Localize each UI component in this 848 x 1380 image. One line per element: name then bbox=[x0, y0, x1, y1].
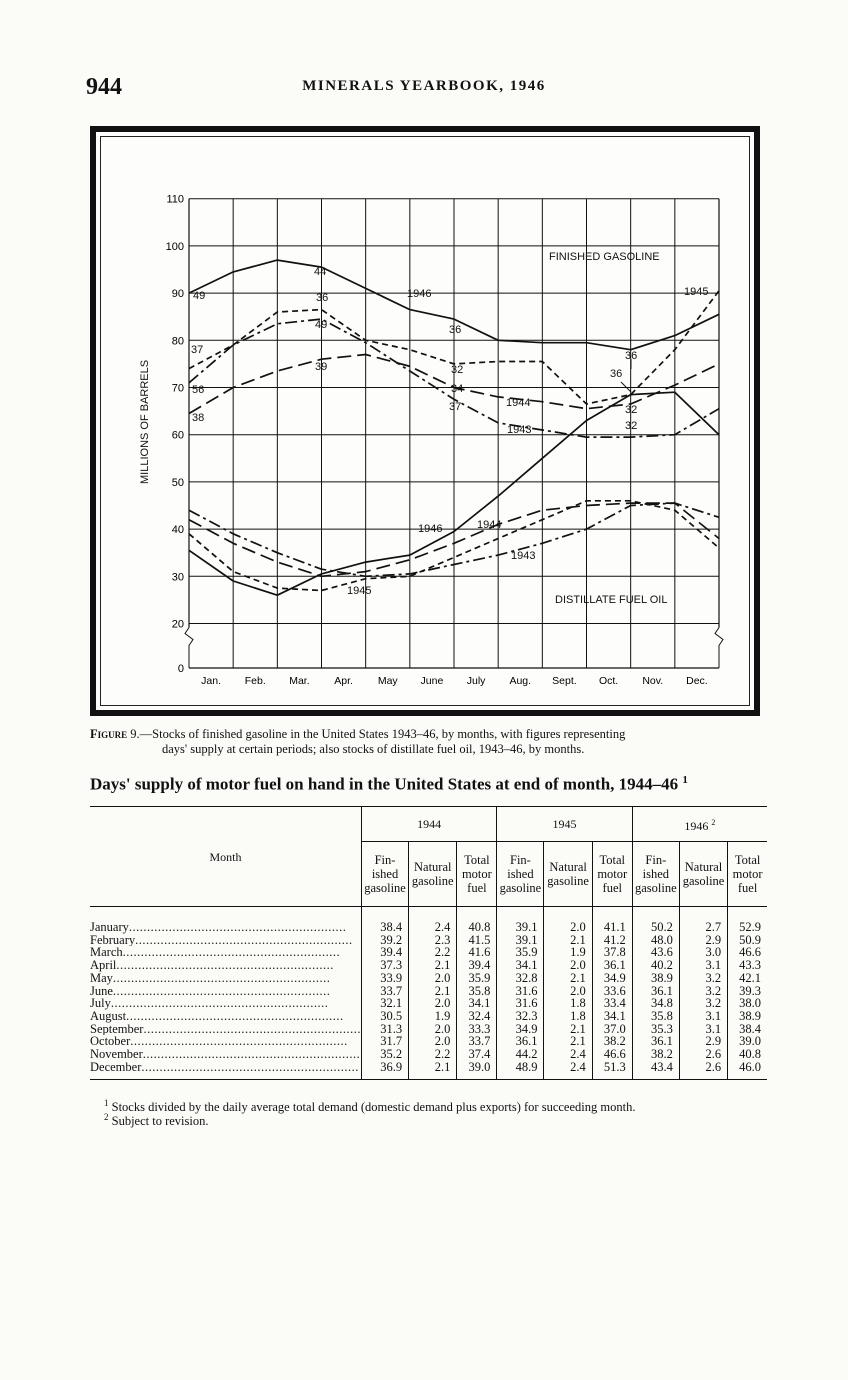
value-cell: 32.8 bbox=[497, 972, 544, 985]
y-tick-label: 90 bbox=[171, 288, 184, 301]
year-1946-note: 2 bbox=[711, 817, 716, 827]
value-cell: 34.9 bbox=[497, 1023, 544, 1036]
column-header-finished: Fin-ished gasoline bbox=[361, 842, 408, 907]
footnote-text: Subject to revision. bbox=[111, 1114, 209, 1129]
value-cell: 2.9 bbox=[679, 1035, 727, 1048]
value-cell: 40.8 bbox=[457, 907, 497, 934]
value-cell: 2.1 bbox=[409, 985, 457, 998]
value-cell: 39.4 bbox=[361, 946, 408, 959]
value-cell: 39.4 bbox=[457, 959, 497, 972]
days-label: 34 bbox=[451, 383, 464, 395]
month-cell: July bbox=[90, 997, 111, 1010]
value-cell: 35.2 bbox=[361, 1048, 408, 1061]
x-tick-label: Sept. bbox=[552, 675, 577, 687]
value-cell: 2.1 bbox=[544, 972, 592, 985]
line-chart bbox=[101, 137, 751, 707]
value-cell: 30.5 bbox=[361, 1010, 408, 1023]
x-tick-label: Oct. bbox=[598, 675, 619, 687]
running-head: MINERALS YEARBOOK, 1946 bbox=[302, 78, 546, 94]
value-cell: 39.1 bbox=[497, 934, 544, 947]
value-cell: 2.9 bbox=[679, 934, 727, 947]
month-cell: August bbox=[90, 1009, 127, 1023]
year-label-g1944: 1944 bbox=[506, 397, 531, 409]
distillate-label: DISTILLATE FUEL OIL bbox=[555, 594, 668, 606]
year-label-d1945: 1945 bbox=[347, 585, 372, 597]
month-cell: March bbox=[90, 946, 123, 960]
value-cell: 46.0 bbox=[728, 1061, 767, 1080]
value-cell: 35.8 bbox=[632, 1010, 679, 1023]
days-label: 56 bbox=[192, 384, 205, 396]
value-cell: 35.9 bbox=[457, 972, 497, 985]
value-cell: 3.2 bbox=[679, 997, 727, 1010]
x-tick-label: Dec. bbox=[686, 675, 708, 687]
value-cell: 2.0 bbox=[544, 985, 592, 998]
value-cell: 36.1 bbox=[497, 1035, 544, 1048]
year-label-g1945: 1945 bbox=[684, 286, 709, 298]
y-tick-label: 60 bbox=[171, 429, 184, 442]
value-cell: 33.7 bbox=[457, 1035, 497, 1048]
value-cell: 33.3 bbox=[457, 1023, 497, 1036]
year-1946-text: 1946 bbox=[684, 818, 709, 833]
value-cell: 50.9 bbox=[728, 934, 767, 947]
y-axis-label: MILLIONS OF BARRELS bbox=[139, 359, 151, 484]
value-cell: 3.1 bbox=[679, 1023, 727, 1036]
table-row bbox=[90, 1061, 767, 1080]
value-cell: 33.4 bbox=[592, 997, 632, 1010]
value-cell: 42.1 bbox=[728, 972, 767, 985]
value-cell: 2.2 bbox=[409, 1048, 457, 1061]
value-cell: 32.3 bbox=[497, 1010, 544, 1023]
y-tick-label: 20 bbox=[171, 618, 184, 631]
x-tick-label: Feb. bbox=[244, 675, 266, 687]
value-cell: 48.0 bbox=[632, 934, 679, 947]
value-cell: 2.6 bbox=[679, 1048, 727, 1061]
axis-break-mark bbox=[715, 628, 723, 669]
y-tick-label: 100 bbox=[165, 240, 184, 253]
value-cell: 34.9 bbox=[592, 972, 632, 985]
value-cell: 38.4 bbox=[728, 1023, 767, 1036]
value-cell: 33.7 bbox=[361, 985, 408, 998]
month-cell: November bbox=[90, 1048, 143, 1061]
leader-dots: ............................................................ bbox=[142, 1048, 361, 1061]
y-tick-label: 30 bbox=[171, 571, 184, 584]
month-cell: May bbox=[90, 971, 113, 985]
axis-break-mark bbox=[185, 628, 193, 669]
month-cell: October bbox=[90, 1035, 131, 1049]
y-tick-label: 80 bbox=[171, 335, 184, 348]
month-cell: December bbox=[90, 1060, 142, 1074]
value-cell: 37.4 bbox=[457, 1048, 497, 1061]
y-tick-label: 110 bbox=[166, 193, 184, 206]
days-label: 37 bbox=[449, 401, 462, 413]
value-cell: 48.9 bbox=[497, 1061, 544, 1080]
column-header-natural: Natural gasoline bbox=[544, 842, 592, 907]
x-tick-label: Jan. bbox=[201, 675, 222, 687]
month-cell: February bbox=[90, 933, 136, 947]
value-cell: 37.0 bbox=[592, 1023, 632, 1036]
month-cell: June bbox=[90, 984, 113, 998]
value-cell: 2.4 bbox=[409, 907, 457, 934]
value-cell: 39.2 bbox=[361, 934, 408, 947]
year-header-1946 bbox=[632, 807, 767, 842]
value-cell: 31.7 bbox=[361, 1035, 408, 1048]
caption-text-2: days' supply at certain periods; also stocks of distillate fuel oil, 1943–46, by months. bbox=[162, 742, 585, 756]
value-cell: 37.3 bbox=[361, 959, 408, 972]
value-cell: 44.2 bbox=[497, 1048, 544, 1061]
value-cell: 3.2 bbox=[679, 972, 727, 985]
y-tick-label: 0 bbox=[177, 663, 184, 675]
month-header: Month bbox=[209, 849, 242, 864]
value-cell: 2.4 bbox=[544, 1061, 592, 1080]
value-cell: 35.3 bbox=[632, 1023, 679, 1036]
value-cell: 2.0 bbox=[544, 907, 592, 934]
value-cell: 33.6 bbox=[592, 985, 632, 998]
value-cell: 39.1 bbox=[497, 907, 544, 934]
table-row bbox=[90, 907, 767, 934]
y-tick-label: 40 bbox=[171, 524, 184, 537]
x-tick-label: Mar. bbox=[289, 675, 310, 687]
value-cell: 51.3 bbox=[592, 1061, 632, 1080]
days-label: 38 bbox=[192, 412, 205, 424]
value-cell: 1.8 bbox=[544, 997, 592, 1010]
leader-dots: ............................................................ bbox=[143, 1022, 361, 1036]
leader-dots: ............................................................ bbox=[110, 997, 329, 1010]
value-cell: 31.3 bbox=[361, 1023, 408, 1036]
value-cell: 32.4 bbox=[457, 1010, 497, 1023]
value-cell: 31.6 bbox=[497, 985, 544, 998]
value-cell: 39.0 bbox=[728, 1035, 767, 1048]
y-tick-label: 50 bbox=[171, 476, 184, 489]
table-row bbox=[90, 959, 767, 972]
value-cell: 2.0 bbox=[409, 1035, 457, 1048]
days-label: 44 bbox=[314, 266, 327, 278]
value-cell: 2.0 bbox=[544, 959, 592, 972]
month-cell: April bbox=[90, 959, 117, 972]
days-label: 39 bbox=[315, 361, 328, 373]
value-cell: 37.8 bbox=[592, 946, 632, 959]
table-row bbox=[90, 1048, 767, 1061]
value-cell: 38.9 bbox=[632, 972, 679, 985]
x-tick-label: Apr. bbox=[334, 675, 353, 687]
leader-dots: ............................................................ bbox=[116, 959, 334, 972]
days-label: 36 bbox=[610, 368, 623, 380]
x-tick-label: July bbox=[466, 675, 486, 687]
value-cell: 2.2 bbox=[409, 946, 457, 959]
value-cell: 35.8 bbox=[457, 985, 497, 998]
value-cell: 3.0 bbox=[679, 946, 727, 959]
column-header-finished: Fin-ished gasoline bbox=[632, 842, 679, 907]
value-cell: 38.0 bbox=[728, 997, 767, 1010]
days-label: 49 bbox=[193, 290, 206, 302]
value-cell: 35.9 bbox=[497, 946, 544, 959]
y-tick-label: 70 bbox=[171, 382, 184, 395]
days-label: 32 bbox=[451, 364, 464, 376]
finished-gasoline-label: FINISHED GASOLINE bbox=[549, 251, 660, 263]
value-cell: 2.1 bbox=[409, 959, 457, 972]
footnote-text: Stocks divided by the daily average total demand (domestic demand plus exports) for succeeding month. bbox=[111, 1100, 636, 1115]
value-cell: 32.1 bbox=[361, 997, 408, 1010]
value-cell: 38.2 bbox=[592, 1035, 632, 1048]
leader-dots: ............................................................ bbox=[130, 1035, 348, 1049]
value-cell: 1.9 bbox=[409, 1010, 457, 1023]
value-cell: 1.8 bbox=[544, 1010, 592, 1023]
value-cell: 34.1 bbox=[497, 959, 544, 972]
caption-text-1: 9.—Stocks of finished gasoline in the United States 1943–46, by months, with figures representing bbox=[127, 727, 626, 741]
value-cell: 40.2 bbox=[632, 959, 679, 972]
column-header-total: Total motor fuel bbox=[728, 842, 767, 907]
value-cell: 2.6 bbox=[679, 1061, 727, 1080]
value-cell: 36.9 bbox=[361, 1061, 408, 1080]
year-label-d1946: 1946 bbox=[418, 523, 443, 535]
value-cell: 2.4 bbox=[544, 1048, 592, 1061]
days-supply-table bbox=[90, 806, 767, 1080]
value-cell: 41.1 bbox=[592, 907, 632, 934]
value-cell: 3.1 bbox=[679, 959, 727, 972]
value-cell: 3.1 bbox=[679, 1010, 727, 1023]
value-cell: 2.1 bbox=[409, 1061, 457, 1080]
leader-dots: ............................................................ bbox=[112, 984, 331, 998]
value-cell: 46.6 bbox=[592, 1048, 632, 1061]
year-label-g1943: 1943 bbox=[507, 424, 532, 436]
value-cell: 2.0 bbox=[409, 1023, 457, 1036]
footnote-mark: 1 bbox=[104, 1098, 109, 1108]
page-number: 944 bbox=[86, 74, 122, 100]
value-cell: 3.2 bbox=[679, 985, 727, 998]
leader-dots: ............................................................ bbox=[128, 920, 347, 934]
year-header-1944: 1944 bbox=[361, 807, 496, 842]
table-row bbox=[90, 1010, 767, 1023]
value-cell: 1.9 bbox=[544, 946, 592, 959]
column-header-total: Total motor fuel bbox=[592, 842, 632, 907]
value-cell: 2.1 bbox=[544, 934, 592, 947]
value-cell: 52.9 bbox=[728, 907, 767, 934]
year-label-d1943: 1943 bbox=[511, 550, 536, 562]
leader-dots: ............................................................ bbox=[122, 946, 341, 960]
value-cell: 38.4 bbox=[361, 907, 408, 934]
value-cell: 2.0 bbox=[409, 997, 457, 1010]
value-cell: 36.1 bbox=[632, 1035, 679, 1048]
value-cell: 41.5 bbox=[457, 934, 497, 947]
footnote-2 bbox=[104, 1112, 209, 1129]
table-row bbox=[90, 972, 767, 985]
table-title-note: 1 bbox=[682, 774, 688, 786]
value-cell: 34.1 bbox=[457, 997, 497, 1010]
x-tick-label: Aug. bbox=[509, 675, 532, 687]
value-cell: 33.9 bbox=[361, 972, 408, 985]
figure-inner-border bbox=[100, 136, 750, 706]
value-cell: 38.9 bbox=[728, 1010, 767, 1023]
days-label: 32 bbox=[625, 404, 638, 416]
value-cell: 40.8 bbox=[728, 1048, 767, 1061]
value-cell: 34.8 bbox=[632, 997, 679, 1010]
days-label: 36 bbox=[625, 350, 638, 362]
column-header-total: Total motor fuel bbox=[457, 842, 497, 907]
year-header-1945: 1945 bbox=[497, 807, 632, 842]
leader-dots: ............................................................ bbox=[135, 933, 353, 947]
days-label: 49 bbox=[315, 319, 328, 331]
leader-dots: ............................................................ bbox=[112, 971, 331, 985]
value-cell: 2.7 bbox=[679, 907, 727, 934]
days-label: 32 bbox=[625, 420, 638, 432]
value-cell: 43.4 bbox=[632, 1061, 679, 1080]
table-title-text: Days' supply of motor fuel on hand in the United States at end of month, 1944–46 bbox=[90, 774, 679, 794]
column-header-natural: Natural gasoline bbox=[409, 842, 457, 907]
days-label: 36 bbox=[316, 292, 329, 304]
value-cell: 2.1 bbox=[544, 1035, 592, 1048]
leader-dots: ............................................................ bbox=[126, 1009, 344, 1023]
value-cell: 2.0 bbox=[409, 972, 457, 985]
year-label-d1944: 1944 bbox=[477, 519, 502, 531]
table-title bbox=[90, 774, 688, 795]
x-tick-label: May bbox=[377, 675, 398, 687]
value-cell: 38.2 bbox=[632, 1048, 679, 1061]
value-cell: 39.0 bbox=[457, 1061, 497, 1080]
x-tick-label: Nov. bbox=[642, 675, 664, 687]
value-cell: 50.2 bbox=[632, 907, 679, 934]
value-cell: 41.2 bbox=[592, 934, 632, 947]
days-label: 37 bbox=[191, 344, 204, 356]
month-cell: January bbox=[90, 920, 129, 934]
value-cell: 34.1 bbox=[592, 1010, 632, 1023]
figure-caption bbox=[90, 727, 770, 757]
column-header-natural: Natural gasoline bbox=[679, 842, 727, 907]
month-cell: September bbox=[90, 1022, 144, 1036]
column-header-finished: Fin-ished gasoline bbox=[497, 842, 544, 907]
leader-dots: ............................................................ bbox=[141, 1060, 359, 1074]
value-cell: 43.6 bbox=[632, 946, 679, 959]
days-label: 36 bbox=[449, 324, 462, 336]
value-cell: 2.3 bbox=[409, 934, 457, 947]
value-cell: 36.1 bbox=[632, 985, 679, 998]
value-cell: 41.6 bbox=[457, 946, 497, 959]
x-tick-label: June bbox=[420, 675, 444, 687]
value-cell: 43.3 bbox=[728, 959, 767, 972]
value-cell: 2.1 bbox=[544, 1023, 592, 1036]
figure-frame bbox=[90, 126, 760, 716]
footnote-mark: 2 bbox=[104, 1112, 109, 1122]
year-label-g1946: 1946 bbox=[407, 288, 432, 300]
caption-label: Figure bbox=[90, 727, 128, 741]
value-cell: 39.3 bbox=[728, 985, 767, 998]
value-cell: 46.6 bbox=[728, 946, 767, 959]
value-cell: 36.1 bbox=[592, 959, 632, 972]
value-cell: 31.6 bbox=[497, 997, 544, 1010]
